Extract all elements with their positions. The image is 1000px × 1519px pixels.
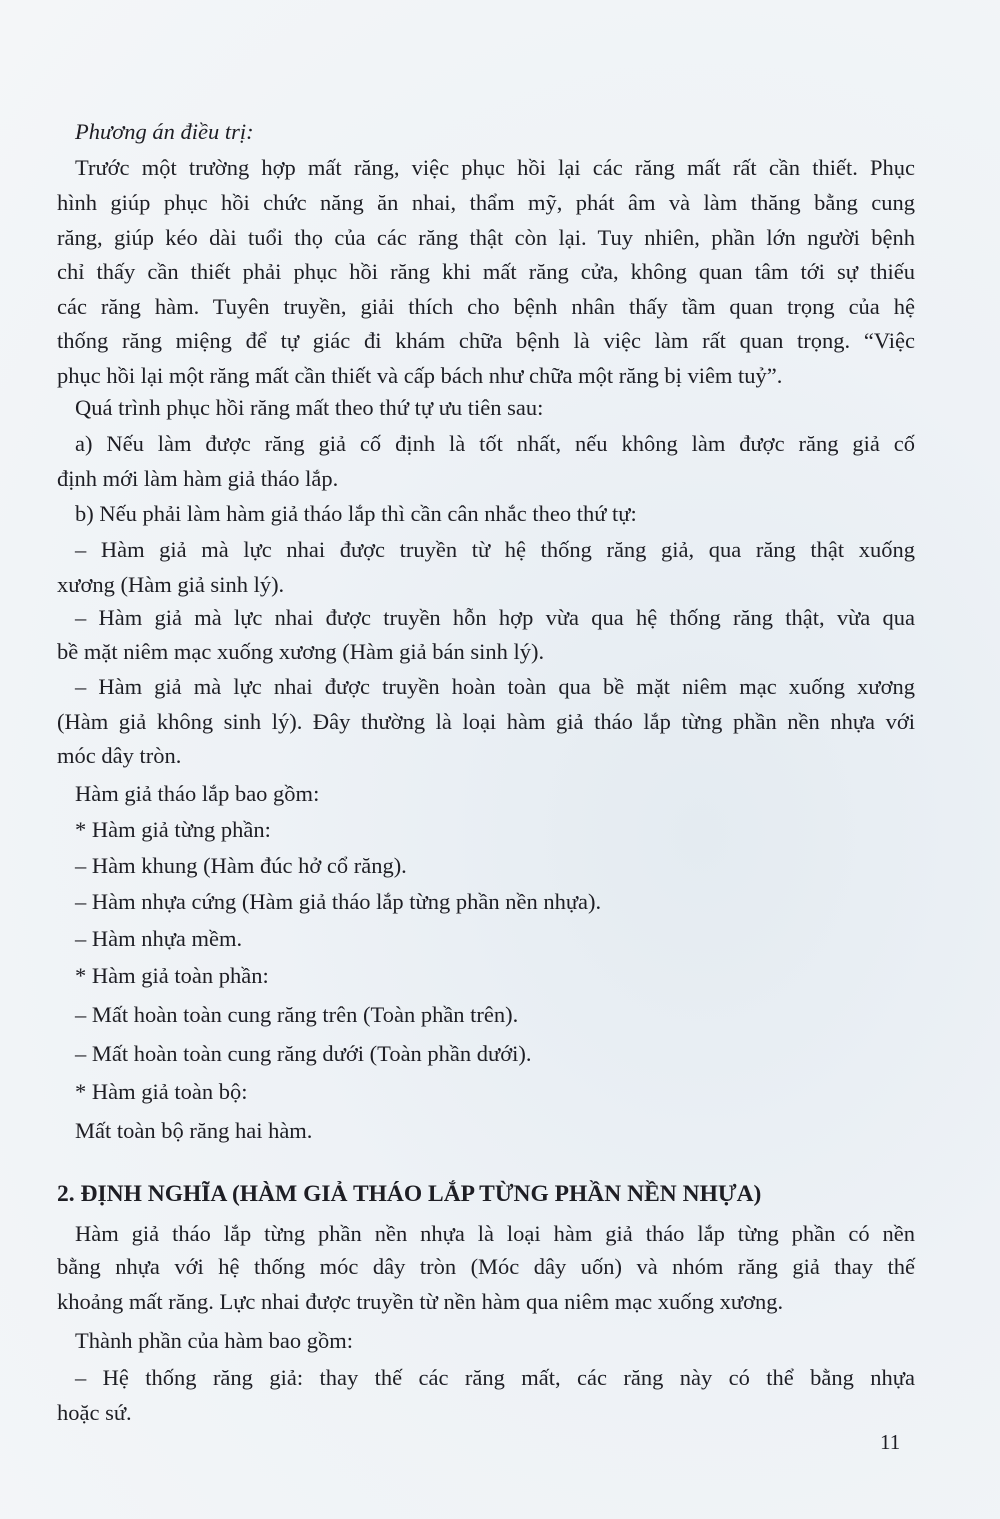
paragraph-line: các răng hàm. Tuyên truyền, giải thích cho bệnh nhân thấy tầm quan trọng của hệ (57, 294, 915, 319)
paragraph-line: Thành phần của hàm bao gồm: (75, 1328, 354, 1353)
paragraph-line: – Hàm giả mà lực nhai được truyền hỗn hợp vừa qua hệ thống răng thật, vừa qua (75, 605, 915, 630)
paragraph-line: b) Nếu phải làm hàm giả tháo lắp thì cần cân nhắc theo thứ tự: (75, 501, 637, 526)
list-item: – Mất hoàn toàn cung răng trên (Toàn phần trên). (75, 1002, 519, 1027)
list-item: – Mất hoàn toàn cung răng dưới (Toàn phần dưới). (75, 1041, 532, 1066)
paragraph-line: răng, giúp kéo dài tuổi thọ của các răng thật còn lại. Tuy nhiên, phần lớn người bệnh (57, 225, 915, 250)
paragraph-line: xương (Hàm giả sinh lý). (57, 572, 285, 597)
list-item: Hàm giả tháo lắp bao gồm: (75, 781, 320, 806)
page-number: 11 (880, 1430, 901, 1454)
paragraph-line: định mới làm hàm giả tháo lắp. (57, 466, 339, 491)
paragraph-line: – Hệ thống răng giả: thay thế các răng mất, các răng này có thể bằng nhựa (75, 1365, 915, 1390)
list-item: Mất toàn bộ răng hai hàm. (75, 1118, 313, 1143)
list-item: * Hàm giả toàn bộ: (75, 1079, 248, 1104)
paragraph-line: – Hàm giả mà lực nhai được truyền từ hệ thống răng giả, qua răng thật xuống (75, 537, 915, 562)
list-item: – Hàm khung (Hàm đúc hở cổ răng). (75, 853, 407, 878)
paragraph-line: Trước một trường hợp mất răng, việc phục hồi lại các răng mất rất cần thiết. Phục (75, 155, 915, 180)
paragraph-line: phục hồi lại một răng mất cần thiết và cấp bách như chữa một răng bị viêm tuỷ”. (57, 363, 783, 388)
paragraph-line: Hàm giả tháo lắp từng phần nền nhựa là loại hàm giả tháo lắp từng phần có nền (75, 1221, 915, 1246)
paragraph-line: bằng nhựa với hệ thống móc dây tròn (Móc dây uốn) và nhóm răng giả thay thế (57, 1254, 915, 1279)
paragraph-line: hoặc sứ. (57, 1400, 132, 1425)
list-item: * Hàm giả từng phần: (75, 817, 271, 842)
list-item: – Hàm nhựa mềm. (75, 926, 243, 951)
section-heading: 2. ĐỊNH NGHĨA (HÀM GIẢ THÁO LẮP TỪNG PHẦN NỀN NHỰA) (57, 1181, 762, 1207)
subheading: Phương án điều trị: (75, 119, 254, 144)
paragraph-line: chỉ thấy cần thiết phải phục hồi răng khi mất răng cửa, không quan tâm tới sự thiếu (57, 259, 915, 284)
paragraph-line: bề mặt niêm mạc xuống xương (Hàm giả bán sinh lý). (57, 639, 545, 664)
list-item: – Hàm nhựa cứng (Hàm giả tháo lắp từng phần nền nhựa). (75, 889, 602, 914)
paragraph-line: khoảng mất răng. Lực nhai được truyền từ nền hàm qua niêm mạc xuống xương. (57, 1289, 784, 1314)
paragraph-line: (Hàm giả không sinh lý). Đây thường là loại hàm giả tháo lắp từng phần nền nhựa với (57, 709, 915, 734)
paragraph-line: a) Nếu làm được răng giả cố định là tốt nhất, nếu không làm được răng giả cố (75, 431, 915, 456)
paragraph-line: móc dây tròn. (57, 743, 182, 768)
list-item: * Hàm giả toàn phần: (75, 963, 269, 988)
paragraph-line: hình giúp phục hồi chức năng ăn nhai, thẩm mỹ, phát âm và làm thăng bằng cung (57, 190, 915, 215)
paragraph-line: Quá trình phục hồi răng mất theo thứ tự ưu tiên sau: (75, 395, 544, 420)
paragraph-line: – Hàm giả mà lực nhai được truyền hoàn toàn qua bề mặt niêm mạc xuống xương (75, 674, 915, 699)
paragraph-line: thống răng miệng để tự giác đi khám chữa bệnh là việc làm rất quan trọng. “Việc (57, 328, 915, 353)
